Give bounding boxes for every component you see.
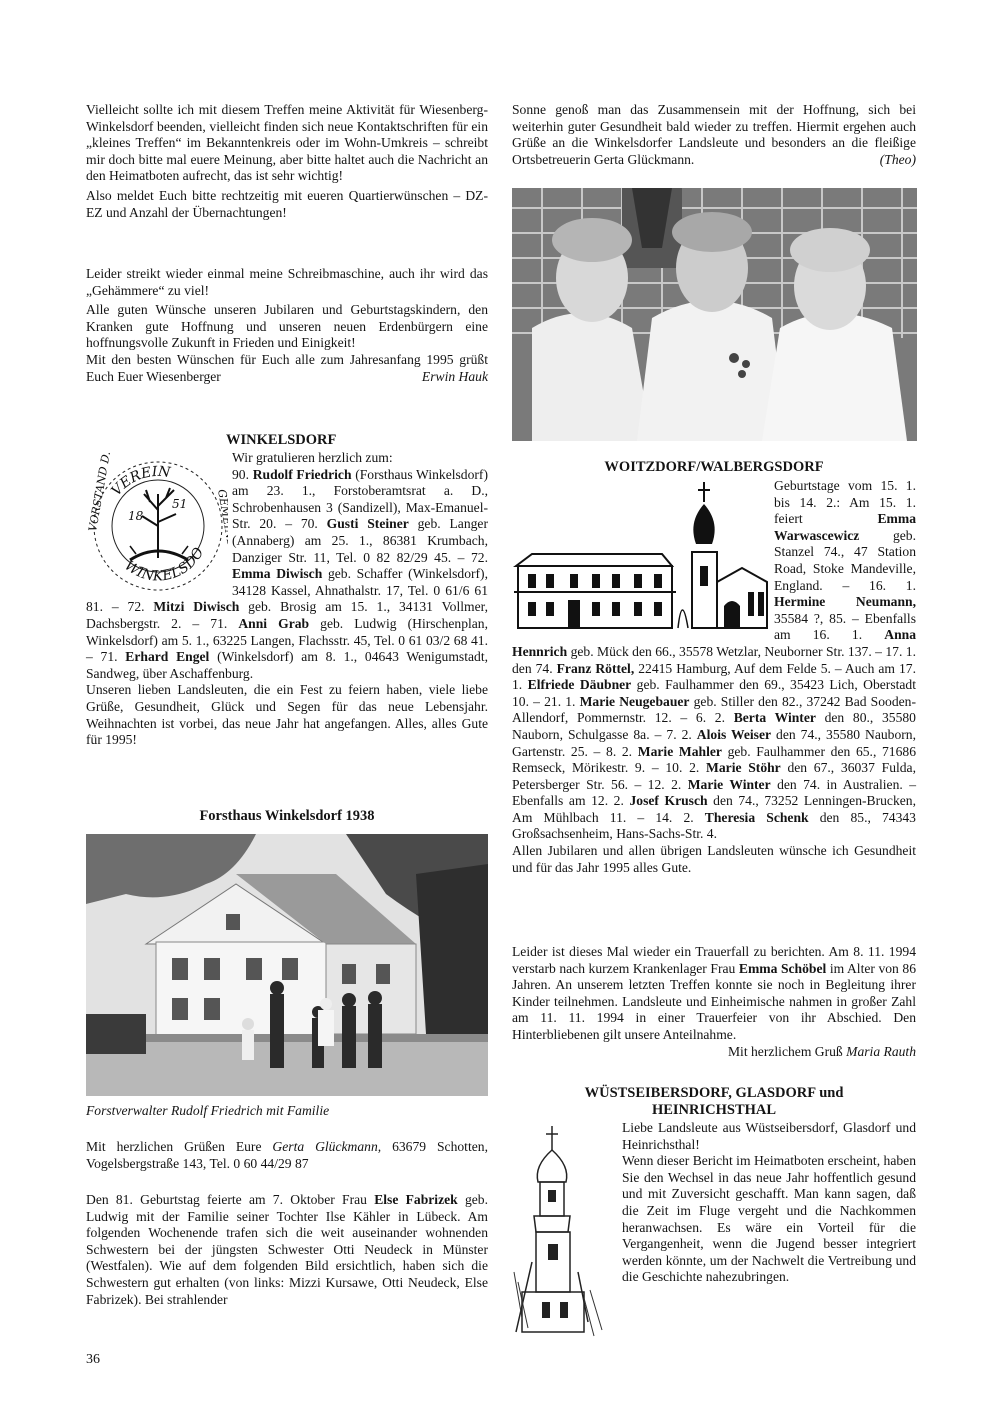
emblem-right-text: GEMEINDE — [215, 488, 228, 557]
closing-text: Mit den besten Wünschen für Euch alle zum Jahresanfang 1995 grüßt Euch Euer Wiesenberger — [86, 351, 488, 384]
person-name: Hermine Neumann, — [774, 594, 916, 610]
drawing-float-spacer — [512, 478, 774, 636]
section-heading-wuest — [512, 1085, 916, 1119]
heading-line: HEINRICHSTHAL — [651, 1102, 777, 1118]
person-name: Anna Hennrich — [512, 627, 916, 659]
address-text: 63679 Schotten, Vogelsbergstraße 143, Tel. 0 60 44/29 87 — [86, 1139, 488, 1171]
section-heading-winkelsdorf: WINKELSDORF — [226, 432, 337, 448]
person-name: Emma Diwisch — [232, 566, 323, 582]
greeting-text: Mit herzlichen Grüßen Eure — [86, 1139, 262, 1154]
person-name: Elfriede Däubner — [527, 677, 632, 693]
person-name: Anni Grab — [238, 615, 310, 631]
paragraph: Wenn dieser Bericht im Heimatboten erscheint, haben Sie den Wechsel in das neue Jahr hoffentlich gesund und mit Zuversicht geschafft. Man kann sagen, daß die Zeit im Fluge vergeht und die Nachkommen heranwachsen. Es wäre ein Vorteil für die Vergangenheit, wenn die Jugend besser integriert werden könnte, um der Nachwelt die Vertreibung und die Geschichte nahezubringen. — [622, 1153, 916, 1285]
person-name: Erhard Engel — [125, 649, 210, 665]
emblem-date-right: 51 — [172, 497, 188, 511]
entry-text: den 74., 73252 Lenningen-Brucken, Am Mühlbach 11. – 14. 2. — [512, 793, 916, 825]
person-name: Theresia Schenk — [704, 809, 809, 825]
photo-title-forsthaus: Forsthaus Winkelsdorf 1938 — [199, 808, 375, 824]
paragraph — [512, 944, 917, 1059]
person-name: Gusti Steiner — [326, 516, 409, 532]
person-name: Mitzi Diwisch — [153, 599, 240, 615]
paragraph: Allen Jubilaren und allen übrigen Landsleuten wünsche ich Gesundheit und für das Jahr 1995 alles Gute. — [512, 843, 916, 875]
wuest-text — [622, 1120, 916, 1286]
person-name: Marie Stöhr — [706, 760, 781, 776]
entry-text: 35584 ?, 85. – Ebenfalls am 16. 1. — [774, 610, 916, 643]
person-name: Marie Neugebauer — [579, 693, 690, 709]
church-tower-svg — [512, 1122, 612, 1344]
sisters-photo-svg — [512, 188, 917, 441]
signature-prefix: Mit herzlichem Gruß — [727, 1043, 843, 1059]
entry-text: geb. Stiller den 82., 37242 Bad Sooden-Allendorf, Pommernstr. 12. – 6. 2. — [512, 693, 916, 726]
entry-text: geb. Stanzel 74., 47 Station Road, Stoke Mandeville, England. – 16. 1. — [774, 527, 916, 593]
person-name: Emma Warwascewicz — [774, 511, 916, 543]
entry-text: 22415 Hamburg, Auf dem Felde 5. – Auch am 17. 1. — [512, 660, 916, 693]
article-text: Sonne genoß man das Zusammensein mit der Hoffnung, sich bei weiterhin guter Gesundheit bald wieder zu treffen. Hiermit ergehen auch Grüße an die Winkelsdorfer Landsleute und besonders an die fleißige Ortsbetreuerin Gerta Glückmann. — [512, 102, 916, 167]
entry-text: geb. Faulhammer den 69., 35423 Lich, Oberstadt 10. – 21. 1. — [512, 677, 916, 709]
paragraph — [86, 352, 488, 385]
left-intro-block — [86, 102, 488, 221]
church-tower-drawing — [512, 1122, 612, 1344]
entry-text: geb. Schaffer (Winkelsdorf), 34128 Kassel, Ahnathalstr. 17, Tel. 0 61/6 61 81. – 72. — [86, 566, 488, 615]
entry-text: geb. Faulhammer den 65., 71686 Remseck, Mörikestr. 9. – 10. 2. — [512, 743, 916, 776]
paragraph — [86, 1192, 488, 1308]
emblem-float-spacer — [86, 450, 232, 598]
person-name: Rudolf Friedrich — [252, 466, 352, 482]
entry-text: (Winkelsdorf) am 8. 1., 04643 Wenigumstadt, Sandweg, über Aschaffenburg. — [86, 649, 489, 681]
signature-name: Maria Rauth — [846, 1043, 916, 1059]
signature — [728, 1044, 916, 1061]
emblem-top-text: VEREIN — [108, 463, 172, 500]
fabrizek-article — [86, 1192, 488, 1308]
article-text: geb. Ludwig mit der Familie seiner Tochter Ilse Kähler in Lübeck. Am folgenden Wochenende trafen sich die weit auseinander wohnenden Schwestern bei der jüngsten Schwester Otti Neudeck in Münster (Westfalen). Wie auf dem folgenden Bild ersichtlich, haben sich die Schwestern gut erhalten (von links: Mizzi Kursawe, Otti Neudeck, Else Fabrizek). Bei strahlender — [86, 1192, 488, 1307]
person-name: Emma Schöbel — [738, 960, 827, 976]
entry-text: geb. Ludwig (Hirschenplan, Winkelsdorf) am 5. 1., 63225 Langen, Flachsstr. 45, Tel. 0 61 03/2 68 41. – 71. — [86, 615, 489, 665]
entry-text: den 85., 74343 Großsachsenheim, Hans-Sachs-Str. 4. — [512, 809, 916, 842]
article-text: im Alter von 86 Jahren. An unserem letzten Treffen konnte sie noch in Begleitung ihrer Kinder teilnehmen. Landsleute und Einheimische nahmen in großer Zahl am 11. 11. 1994 in einer Trauerfeier von ihr Abschied. Den Hinterbliebenen gilt unsere Anteilnahme. — [512, 960, 917, 1042]
signature: (Theo) — [879, 151, 916, 167]
forsthaus-photo-svg — [86, 834, 488, 1096]
person-name: Else Fabrizek — [374, 1192, 458, 1207]
entry-text: geb. Mück den 66., 35578 Wetzlar, Neuborner Str. 137. – 17. 1. den 74. — [512, 643, 916, 676]
paragraph: Liebe Landsleute aus Wüstseibersdorf, Glasdorf und Heinrichsthal! — [622, 1120, 916, 1152]
person-name: Franz Röttel, — [556, 660, 635, 676]
woitzdorf-text — [512, 478, 916, 876]
entry-text: Geburtstage vom 15. 1. bis 14. 2.: Am 15. 1. feiert — [774, 478, 916, 527]
article-text: Den 81. Geburtstag feierte am 7. Oktober Frau — [86, 1192, 367, 1207]
paragraph: Also meldet Euch bitte rechtzeitig mit eueren Quartierwünschen – DZ-EZ und Anzahl der Übernachtungen! — [86, 187, 488, 220]
entry-text: geb. Brosig am 15. 1., 34131 Vollmer, Dachsbergstr. 2. – 71. — [86, 599, 488, 631]
sisters-photo — [512, 188, 917, 441]
person-name: Berta Winter — [733, 710, 816, 726]
entry-text: den 74., 35580 Nauborn, Gartenstr. 25. – 8. 2. — [512, 726, 916, 759]
emblem-date-left: 18 — [128, 509, 144, 523]
winkelsdorf-text — [86, 450, 488, 749]
age-text: 90. — [232, 466, 249, 482]
signature: Erwin Hauk — [421, 368, 488, 384]
entry-text: geb. Langer (Annaberg) am 25. 1., 86381 Krumbach, Danziger Str. 11, Tel. 0 82 82/29 45. – 72. — [232, 516, 488, 565]
author-name: Gerta Glückmann, — [272, 1139, 382, 1154]
section-heading-woitzdorf: WOITZDORF/WALBERGSDORF — [604, 459, 824, 475]
paragraph — [512, 102, 916, 168]
paragraph: Leider streikt wieder einmal meine Schreibmaschine, auch ihr wird das „Gehämmere“ zu viel! — [86, 266, 488, 298]
trauer-article — [512, 944, 916, 1060]
entry-text: den 80., 35580 Nauborn, Schulgasse 8a. – 7. 2. — [512, 710, 916, 742]
person-name: Marie Mahler — [637, 743, 722, 759]
right-top-text — [512, 102, 916, 168]
entry-text: (Forsthaus Winkelsdorf) am 23. 1., Forstoberamtsrat a. D., Schrobenhausen 3 (Sandizell), Max-Emanuel-Str. 20. – 70. — [232, 466, 488, 532]
person-name: Alois Weiser — [696, 726, 772, 742]
entry-text: den 67., 36037 Fulda, Petersberger Str. 56. – 12. 2. — [512, 760, 916, 792]
photo-caption: Forstverwalter Rudolf Friedrich mit Familie — [86, 1103, 330, 1118]
emblem-bottom-text: WINKELSDO — [121, 544, 208, 585]
emblem-left-text: VORSTAND D. — [86, 450, 114, 533]
person-name: Josef Krusch — [629, 793, 708, 809]
paragraph: Vielleicht sollte ich mit diesem Treffen meine Aktivität für Wiesenberg-Winkelsdorf beenden, vielleicht finden sich neue Kontaktschriften für ein „kleines Treffen“ im Bekanntenkreis oder im Wohn-Umkreis – schreibt mir doch bitte mal euere Meinung, aber bitte haltet auch die Nachricht an den Heimatboten aufrecht, das ist sehr wichtig! — [86, 102, 488, 184]
page-number: 36 — [86, 1352, 100, 1367]
paragraph — [86, 1139, 488, 1172]
paragraph: Unseren lieben Landsleuten, die ein Fest zu feiern haben, viele liebe Grüße, Gesundheit, Glück und Segen für das neue Lebensjahr. Weihnachten ist vorbei, das neue Jahr hat angefangen. Alles, alles Gute für 1995! — [86, 682, 488, 748]
greeting-gerta — [86, 1139, 488, 1172]
article-text: Leider ist dieses Mal wieder ein Trauerfall zu berichten. Am 8. 11. 1994 verstarb nach kurzem Krankenlager Frau — [512, 944, 916, 976]
entry-text: den 74. in Australien. – Ebenfalls am 12. 2. — [512, 776, 917, 809]
intro-text: Wir gratulieren herzlich zum: — [232, 450, 393, 465]
forsthaus-photo — [86, 834, 488, 1096]
paragraph: Alle guten Wünsche unseren Jubilaren und Geburtstagskindern, den Kranken gute Hoffnung und unseren neuen Erdenbürgern eine hoffnungsvolle Zukunft in Frieden und Einigkeit! — [86, 302, 488, 351]
left-greeting-block — [86, 266, 488, 385]
heading-line: WÜSTSEIBERSDORF, GLASDORF und — [584, 1085, 844, 1101]
person-name: Marie Winter — [687, 776, 771, 792]
